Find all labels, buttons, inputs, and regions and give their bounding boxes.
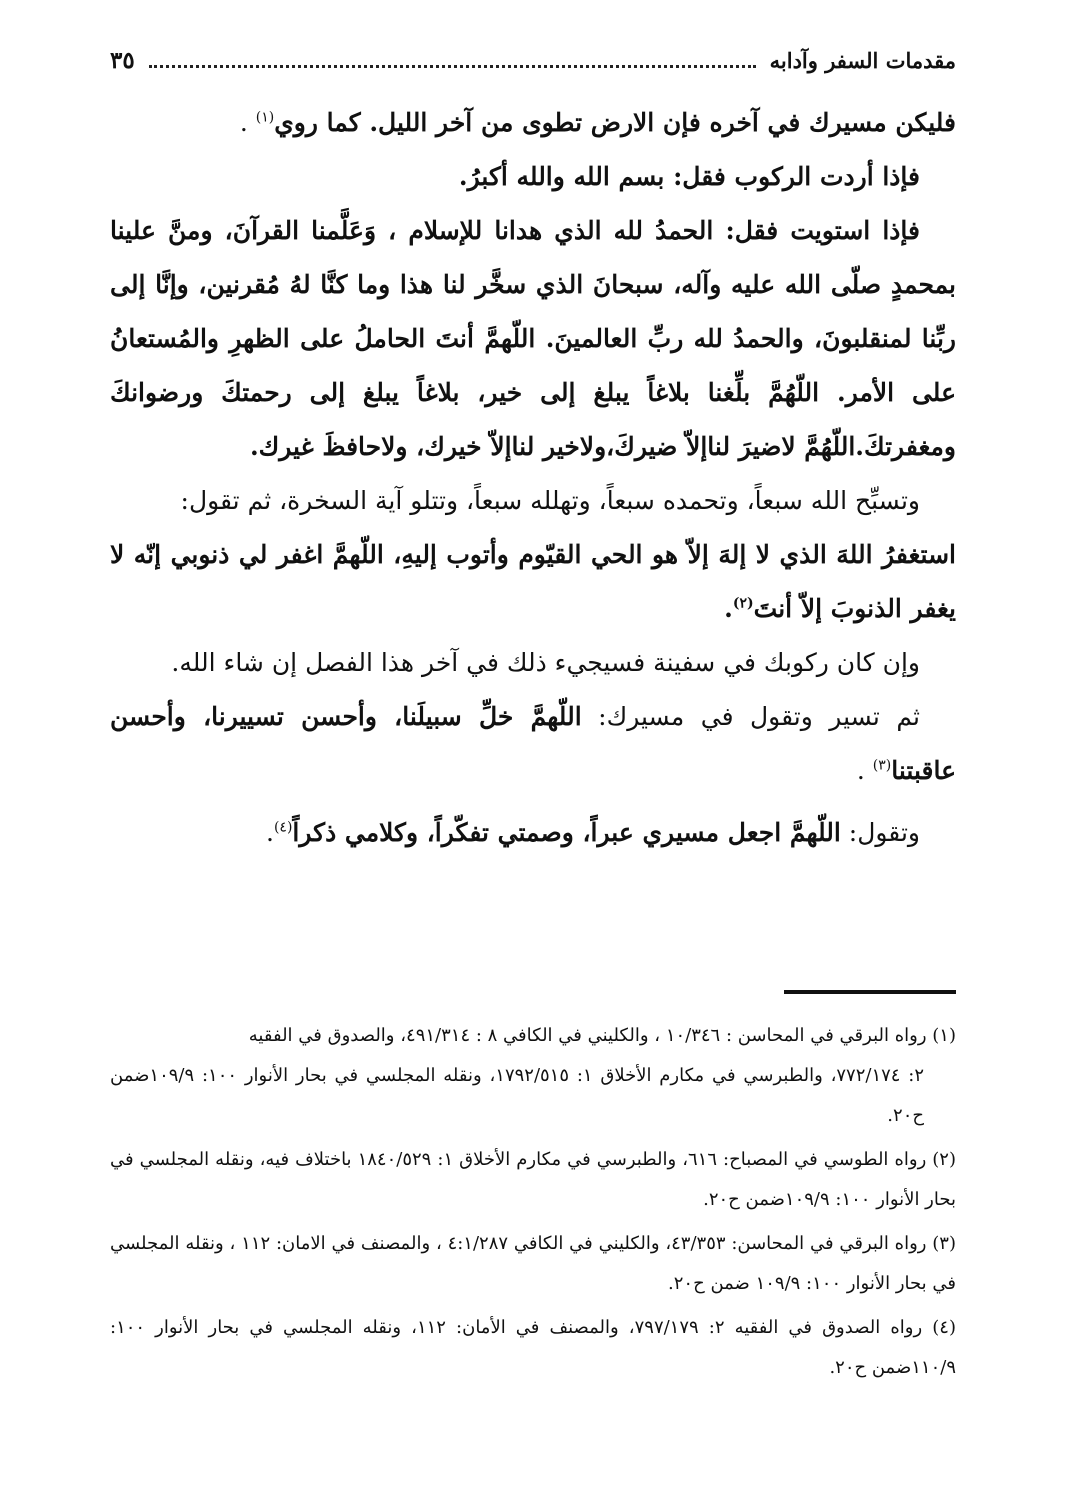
paragraph-1 xyxy=(110,96,956,150)
footnote-ref-4: (٤) xyxy=(273,819,293,836)
supplication-mounting: الحمدُ لله الذي هدانا للإسلام ، وَعَلَّمنا القرآنَ، ومنَّ علينا بمحمدٍ صلّى الله عليه وآله، سبحانَ الذي سخَّر لنا هذا وما كنَّا لهُ مُقرنين، وإنَّا إلى ربِّنا لمنقلبونَ، والحمدُ لله ربِّ العالمينَ. اللّهمَّ أنتَ الحاملُ على الظهرِ والمُستعانُ على الأمر. اللّهُمَّ بلِّغنا بلاغاً يبلغ إلى خير، بلاغاً يبلغ إلى رحمتكَ ورضوانكَ ومغفرتكَ.اللّهُمَّ لاضيرَ لناإلاّ ضيركَ،ولاخير لناإلاّ خيرك، ولاحافظَ غيرك. xyxy=(110,216,956,461)
footnote-1 xyxy=(110,1016,956,1136)
footnote-4: (٤) رواه الصدوق في الفقيه ٢: ٧٩٧/١٧٩، والمصنف في الأمان: ١١٢، ونقله المجلسي في بحار الأنوار ١٠٠: ١١٠/٩ضمن ح٢٠. xyxy=(110,1317,956,1378)
supplication-reflection: اللّهمَّ اجعل مسيري عبراً، وصمتي تفكّراً، وكلامي ذكراً xyxy=(292,818,841,847)
supplication-travel: اللّهمَّ خلِّ سبيلَنا، وأحسن تسييرنا، وأحسن عاقبتنا xyxy=(110,702,956,785)
paragraph-2: فإذا أردت الركوب فقل: بسم الله والله أكبرُ. xyxy=(458,162,920,191)
footnote-ref-1: (١) xyxy=(255,109,275,126)
footnote-1-line-2: ٢: ٧٧٢/١٧٤، والطبرسي في مكارم الأخلاق ١: ١٧٩٢/٥١٥، ونقله المجلسي في بحار الأنوار ١٠٠: ١٠٩/٩ضمن ح٢٠. xyxy=(110,1065,925,1126)
main-text xyxy=(110,96,956,860)
paragraph-7 xyxy=(110,690,956,798)
running-title: مقدمات السفر وآدابه xyxy=(769,47,956,73)
footnote-separator xyxy=(784,990,956,994)
paragraph-8 xyxy=(110,806,956,860)
paragraph-4: وتسبِّح الله سبعاً، وتحمده سبعاً، وتهلله سبعاً، وتتلو آية السخرة، ثم تقول: xyxy=(180,486,920,515)
footnote-1-line-1: (١) رواه البرقي في المحاسن : ١٠/٣٤٦ ، والكليني في الكافي ٨ : ٤٩١/٣١٤، والصدوق في الفقيه xyxy=(248,1025,956,1046)
paragraph-8-intro: وتقول: xyxy=(840,818,920,847)
paragraph-3-intro: فإذا استويت فقل: xyxy=(713,216,920,245)
paragraph-1-end: . xyxy=(239,108,256,137)
paragraph-7-intro: ثم تسير وتقول في مسيرك: xyxy=(581,702,920,731)
footnote-ref-3: (٣) xyxy=(872,757,892,774)
dotted-leader xyxy=(149,65,756,68)
footnote-ref-2: (٢) xyxy=(732,595,754,612)
paragraph-8-end: . xyxy=(266,818,274,847)
paragraph-1-text: فليكن مسيرك في آخره فإن الارض تطوى من آخر الليل. كما روي xyxy=(274,108,956,137)
footnote-3: (٣) رواه البرقي في المحاسن: ٤٣/٣٥٣، والكليني في الكافي ٤:١/٢٨٧ ، والمصنف في الامان: ١١٢ ، ونقله المجلسي في بحار الأنوار ١٠٠: ١٠٩/٩ ضمن ح٢٠. xyxy=(110,1233,956,1294)
paragraph-6: وإن كان ركوبك في سفينة فسيجيء ذلك في آخر هذا الفصل إن شاء الله. xyxy=(171,648,920,677)
paragraph-5 xyxy=(110,528,956,636)
paragraph-7-end: . xyxy=(856,756,873,785)
supplication-istighfar: استغفرُ اللهَ الذي لا إلهَ إلاّ هو الحي القيّوم وأتوب إليهِ، اللّهمَّ اغفر لي ذنوبي إنّه لا يغفر الذنوبَ إلاّ أنتَ xyxy=(110,540,956,623)
footnotes xyxy=(110,1016,956,1392)
footnote-2: (٢) رواه الطوسي في المصباح: ٦١٦، والطبرسي في مكارم الأخلاق ١: ١٨٤٠/٥٢٩ باختلاف فيه، ونقله المجلسي في بحار الأنوار ١٠٠: ١٠٩/٩ضمن ح٢٠. xyxy=(110,1149,956,1210)
paragraph-5-end: . xyxy=(724,594,733,623)
page-number: ٣٥ xyxy=(110,46,135,74)
page-header xyxy=(110,38,956,82)
paragraph-3 xyxy=(110,204,956,474)
